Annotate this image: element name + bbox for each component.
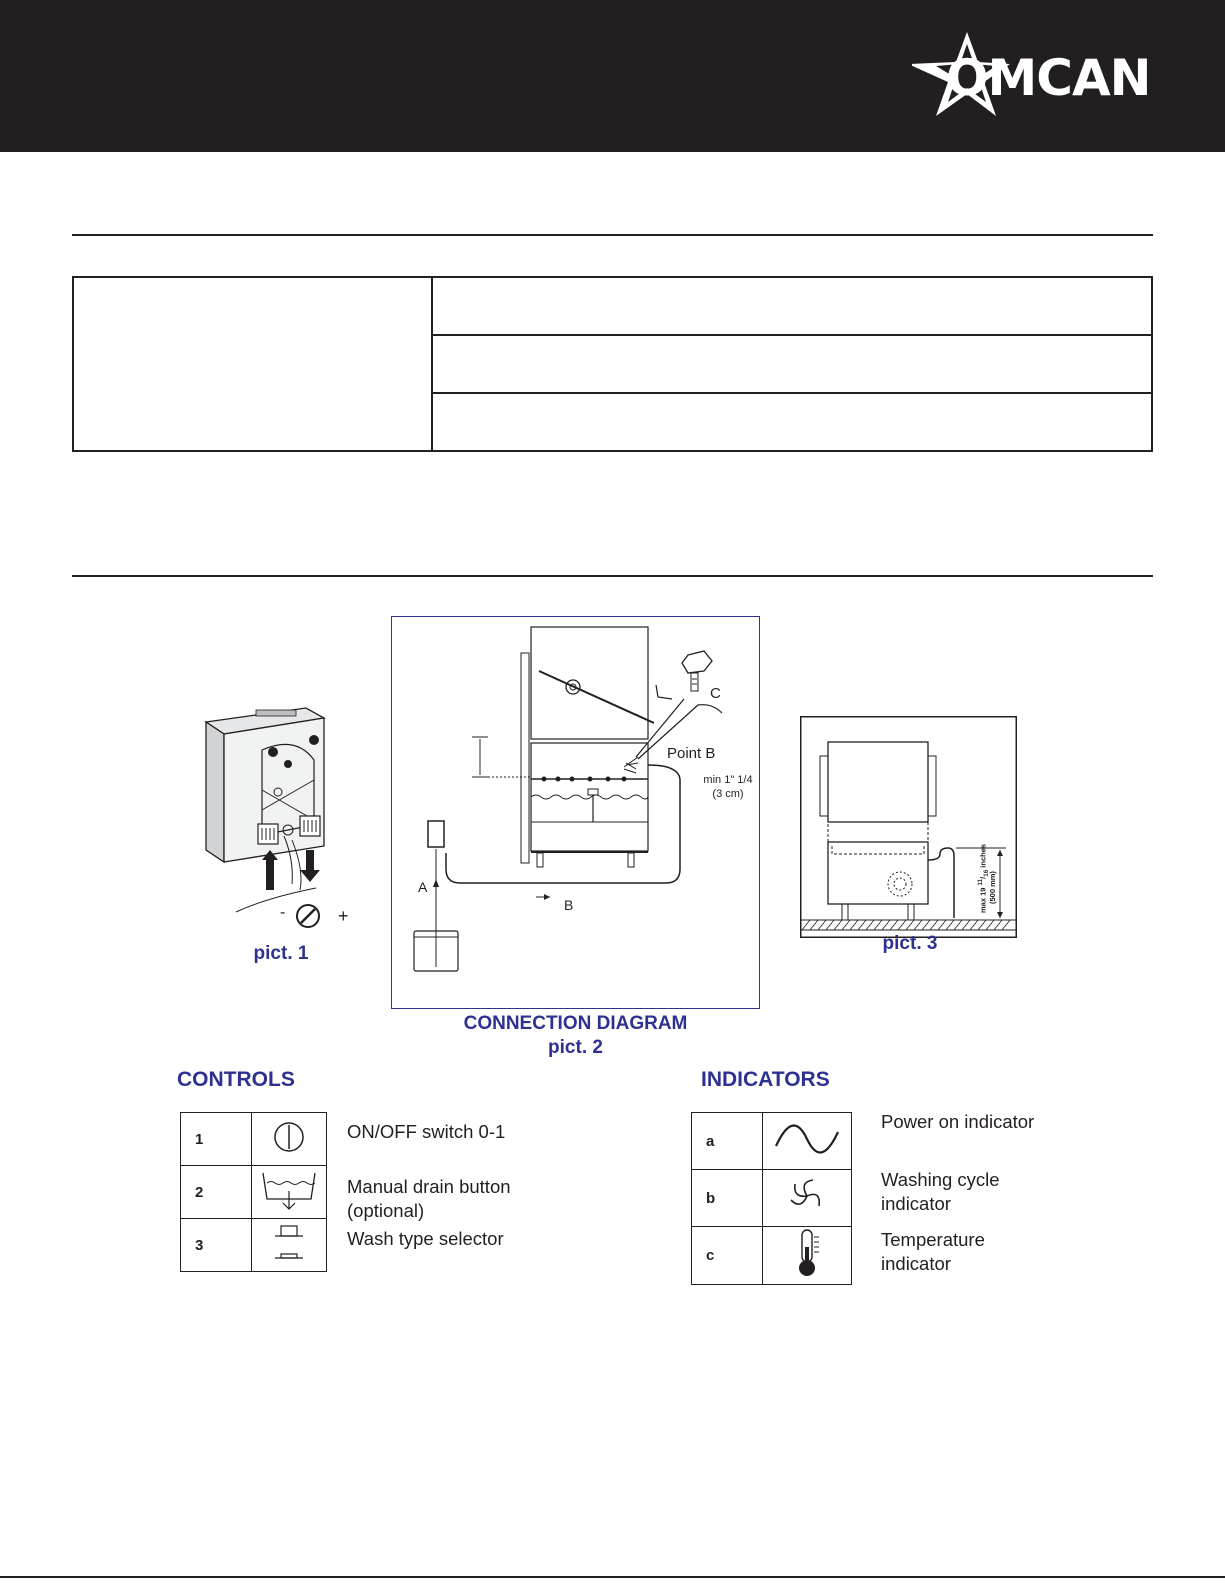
pict2-min-label: min 1" 1/4 (3 cm) bbox=[703, 774, 753, 800]
omcan-logo bbox=[912, 30, 1160, 122]
connection-diagram-drawing bbox=[392, 617, 758, 1007]
logo-wordmark: OMCAN bbox=[946, 49, 1151, 107]
pict3-max-height-mm: (500 mm) bbox=[988, 871, 997, 904]
control-3-description: Wash type selector bbox=[347, 1228, 504, 1249]
indicator-code: b bbox=[692, 1170, 763, 1227]
control-1-description: ON/OFF switch 0-1 bbox=[347, 1121, 506, 1142]
pict2-figure bbox=[391, 616, 760, 1009]
indicator-c-description: Temperature indicator bbox=[881, 1229, 985, 1274]
pict3-caption: pict. 3 bbox=[882, 933, 938, 954]
control-2-description: Manual drain button (optional) bbox=[347, 1176, 511, 1221]
spec-table-cell bbox=[432, 277, 1152, 335]
section-rule-middle bbox=[72, 575, 1153, 577]
controls-table bbox=[180, 1112, 327, 1272]
pict2-label-c: C bbox=[710, 685, 721, 702]
pict1-figure bbox=[196, 700, 366, 940]
page-header bbox=[0, 0, 1225, 152]
valve-icon bbox=[682, 651, 712, 673]
pict3-max-height-label: max 19 $^{11}/_{16}$ inches bbox=[977, 843, 990, 913]
footer-rule bbox=[0, 1576, 1225, 1578]
indicator-code: c bbox=[692, 1227, 763, 1285]
controls-row bbox=[181, 1166, 327, 1219]
spec-table bbox=[72, 276, 1153, 452]
pict1-minus: - bbox=[280, 904, 286, 921]
indicators-table bbox=[691, 1112, 852, 1285]
spec-table-label-cell bbox=[73, 277, 432, 451]
drain-icon bbox=[259, 1169, 319, 1211]
control-code: 1 bbox=[181, 1113, 252, 1166]
controls-row bbox=[181, 1113, 327, 1166]
power-switch-icon bbox=[269, 1119, 309, 1155]
controls-title: CONTROLS bbox=[177, 1068, 295, 1091]
arrow-down-icon bbox=[300, 850, 320, 882]
thermometer-icon bbox=[790, 1227, 824, 1279]
control-code: 2 bbox=[181, 1166, 252, 1219]
indicator-code: a bbox=[692, 1113, 763, 1170]
pict2-label-b: B bbox=[564, 897, 574, 913]
indicator-b-description: Washing cycle indicator bbox=[881, 1169, 1000, 1214]
spec-table-cell bbox=[432, 393, 1152, 451]
pict1-caption: pict. 1 bbox=[253, 943, 309, 964]
pict3-figure bbox=[800, 716, 1017, 938]
pict1-plus: + bbox=[338, 906, 349, 926]
power-on-wave-icon bbox=[774, 1124, 840, 1154]
pict2-label-a: A bbox=[418, 879, 428, 895]
washing-cycle-icon bbox=[787, 1176, 827, 1216]
spec-table-cell bbox=[432, 335, 1152, 393]
pict2-caption: CONNECTION DIAGRAM pict. 2 bbox=[463, 1013, 688, 1058]
pict2-label-point-b: Point B bbox=[667, 745, 716, 762]
control-code: 3 bbox=[181, 1219, 252, 1272]
section-rule-top bbox=[72, 234, 1153, 236]
wash-selector-icon bbox=[269, 1222, 309, 1264]
indicators-row bbox=[692, 1170, 852, 1227]
indicators-row bbox=[692, 1227, 852, 1285]
indicators-title: INDICATORS bbox=[701, 1068, 830, 1091]
indicators-row bbox=[692, 1113, 852, 1170]
indicator-a-description: Power on indicator bbox=[881, 1111, 1035, 1132]
controls-row bbox=[181, 1219, 327, 1272]
